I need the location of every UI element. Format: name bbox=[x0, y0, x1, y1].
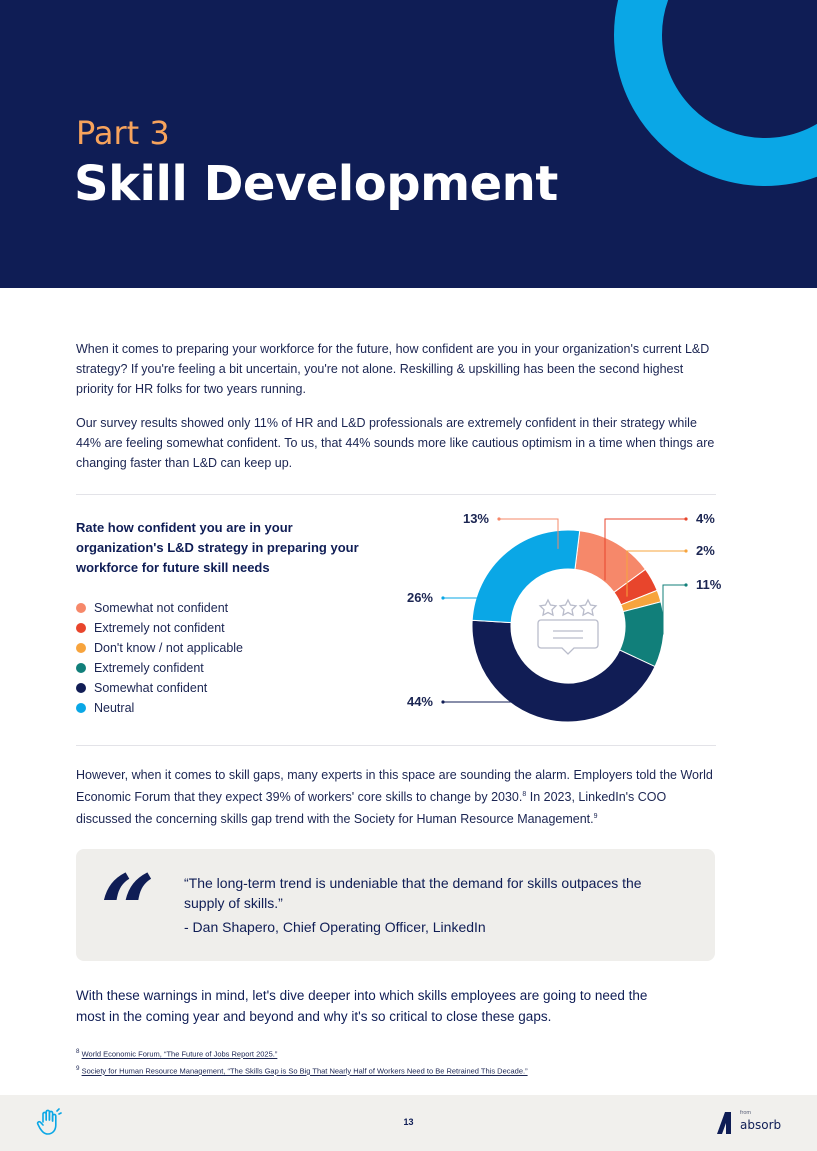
legend-swatch bbox=[76, 623, 86, 633]
label-leader-dot bbox=[441, 700, 444, 703]
intro-paragraph-1: When it comes to preparing your workforce for the future, how confident are you in your organization's current L&D strategy? If you're feeling a bit uncertain, you're not alone. Reskilling & upskilling has been the second highest priority for HR folks for two years running. bbox=[76, 342, 710, 396]
footnote-number: 8 bbox=[76, 1048, 80, 1055]
brand-name: absorb bbox=[740, 1118, 782, 1132]
decorative-ring-icon bbox=[610, 0, 817, 190]
label-leader-dot bbox=[441, 596, 444, 599]
quote-author: - Dan Shapero, Chief Operating Officer, LinkedIn bbox=[184, 919, 486, 935]
divider bbox=[76, 745, 716, 746]
legend-item bbox=[76, 638, 243, 658]
legend-label: Neutral bbox=[94, 701, 135, 715]
footnote-9 bbox=[76, 1065, 528, 1076]
footnote-link[interactable]: Society for Human Resource Management, “The Skills Gap is So Big That Nearly Half of Workers Need to Be Retrained This Decade.” bbox=[81, 1066, 528, 1076]
chart-legend bbox=[76, 598, 243, 718]
donut-hole bbox=[511, 569, 625, 683]
data-label: 44% bbox=[406, 694, 433, 709]
legend-swatch bbox=[76, 683, 86, 693]
legend-label: Somewhat not confident bbox=[94, 601, 229, 615]
page-title: Skill Development bbox=[74, 156, 558, 212]
data-label: 11% bbox=[696, 577, 722, 592]
part-label: Part 3 bbox=[76, 114, 170, 152]
legend-label: Don't know / not applicable bbox=[94, 641, 244, 655]
quote-text: “The long-term trend is undeniable that the demand for skills outpaces the supply of skills.” bbox=[184, 875, 642, 911]
donut-chart bbox=[395, 500, 735, 730]
closing-paragraph: With these warnings in mind, let's dive deeper into which skills employees are going to need the most in the coming year and beyond and why it's so critical to close these gaps. bbox=[76, 988, 648, 1024]
legend-swatch bbox=[76, 703, 86, 713]
quotation-mark-icon: “ bbox=[100, 854, 156, 967]
header-banner bbox=[0, 0, 817, 288]
data-label: 4% bbox=[696, 511, 715, 526]
footnote-8 bbox=[76, 1048, 277, 1059]
footnote-number: 9 bbox=[76, 1065, 80, 1072]
divider bbox=[76, 494, 716, 495]
skills-gap-paragraph bbox=[76, 765, 716, 829]
legend-swatch bbox=[76, 663, 86, 673]
label-leader-dot bbox=[684, 549, 687, 552]
data-label: 26% bbox=[406, 590, 433, 605]
legend-item bbox=[76, 598, 243, 618]
footnote-link[interactable]: World Economic Forum, “The Future of Jobs Report 2025.” bbox=[81, 1049, 278, 1059]
legend-item bbox=[76, 618, 243, 638]
label-leader-line bbox=[663, 585, 686, 635]
paragraph-text: In 2023, LinkedIn's COO discussed the concerning skills gap trend with the Society for Human Resource Management. bbox=[76, 790, 667, 827]
legend-label: Somewhat confident bbox=[94, 681, 208, 695]
legend-item bbox=[76, 658, 243, 678]
legend-label: Extremely not confident bbox=[94, 621, 225, 635]
footnote-ref[interactable]: 8 bbox=[522, 791, 527, 798]
legend-item bbox=[76, 678, 243, 698]
legend-item bbox=[76, 698, 243, 718]
page-number: 13 bbox=[403, 1117, 414, 1127]
label-leader-dot bbox=[684, 517, 687, 520]
paragraph-text: However, when it comes to skill gaps, many experts in this space are sounding the alarm. Employers told the World Economic Forum that they expect 39% of workers' core skills to change by 2030. bbox=[76, 768, 713, 805]
data-label: 2% bbox=[696, 543, 715, 558]
brand-prefix: from bbox=[740, 1110, 751, 1116]
legend-swatch bbox=[76, 643, 86, 653]
legend-swatch bbox=[76, 603, 86, 613]
quote-callout bbox=[76, 849, 715, 967]
label-leader-dot bbox=[497, 517, 500, 520]
label-leader-dot bbox=[684, 583, 687, 586]
intro-paragraph-2: Our survey results showed only 11% of HR and L&D professionals are extremely confident in their strategy while 44% are feeling somewhat confident. To us, that 44% sounds more like cautious optimism in a time when things are changing faster than L&D can keep up. bbox=[76, 416, 715, 470]
footnote-ref[interactable]: 9 bbox=[593, 813, 598, 821]
legend-label: Extremely confident bbox=[94, 661, 204, 675]
data-label: 13% bbox=[462, 511, 489, 526]
chart-title: Rate how confident you are in your organization's L&D strategy in preparing your workforce for future skill needs bbox=[76, 520, 359, 575]
